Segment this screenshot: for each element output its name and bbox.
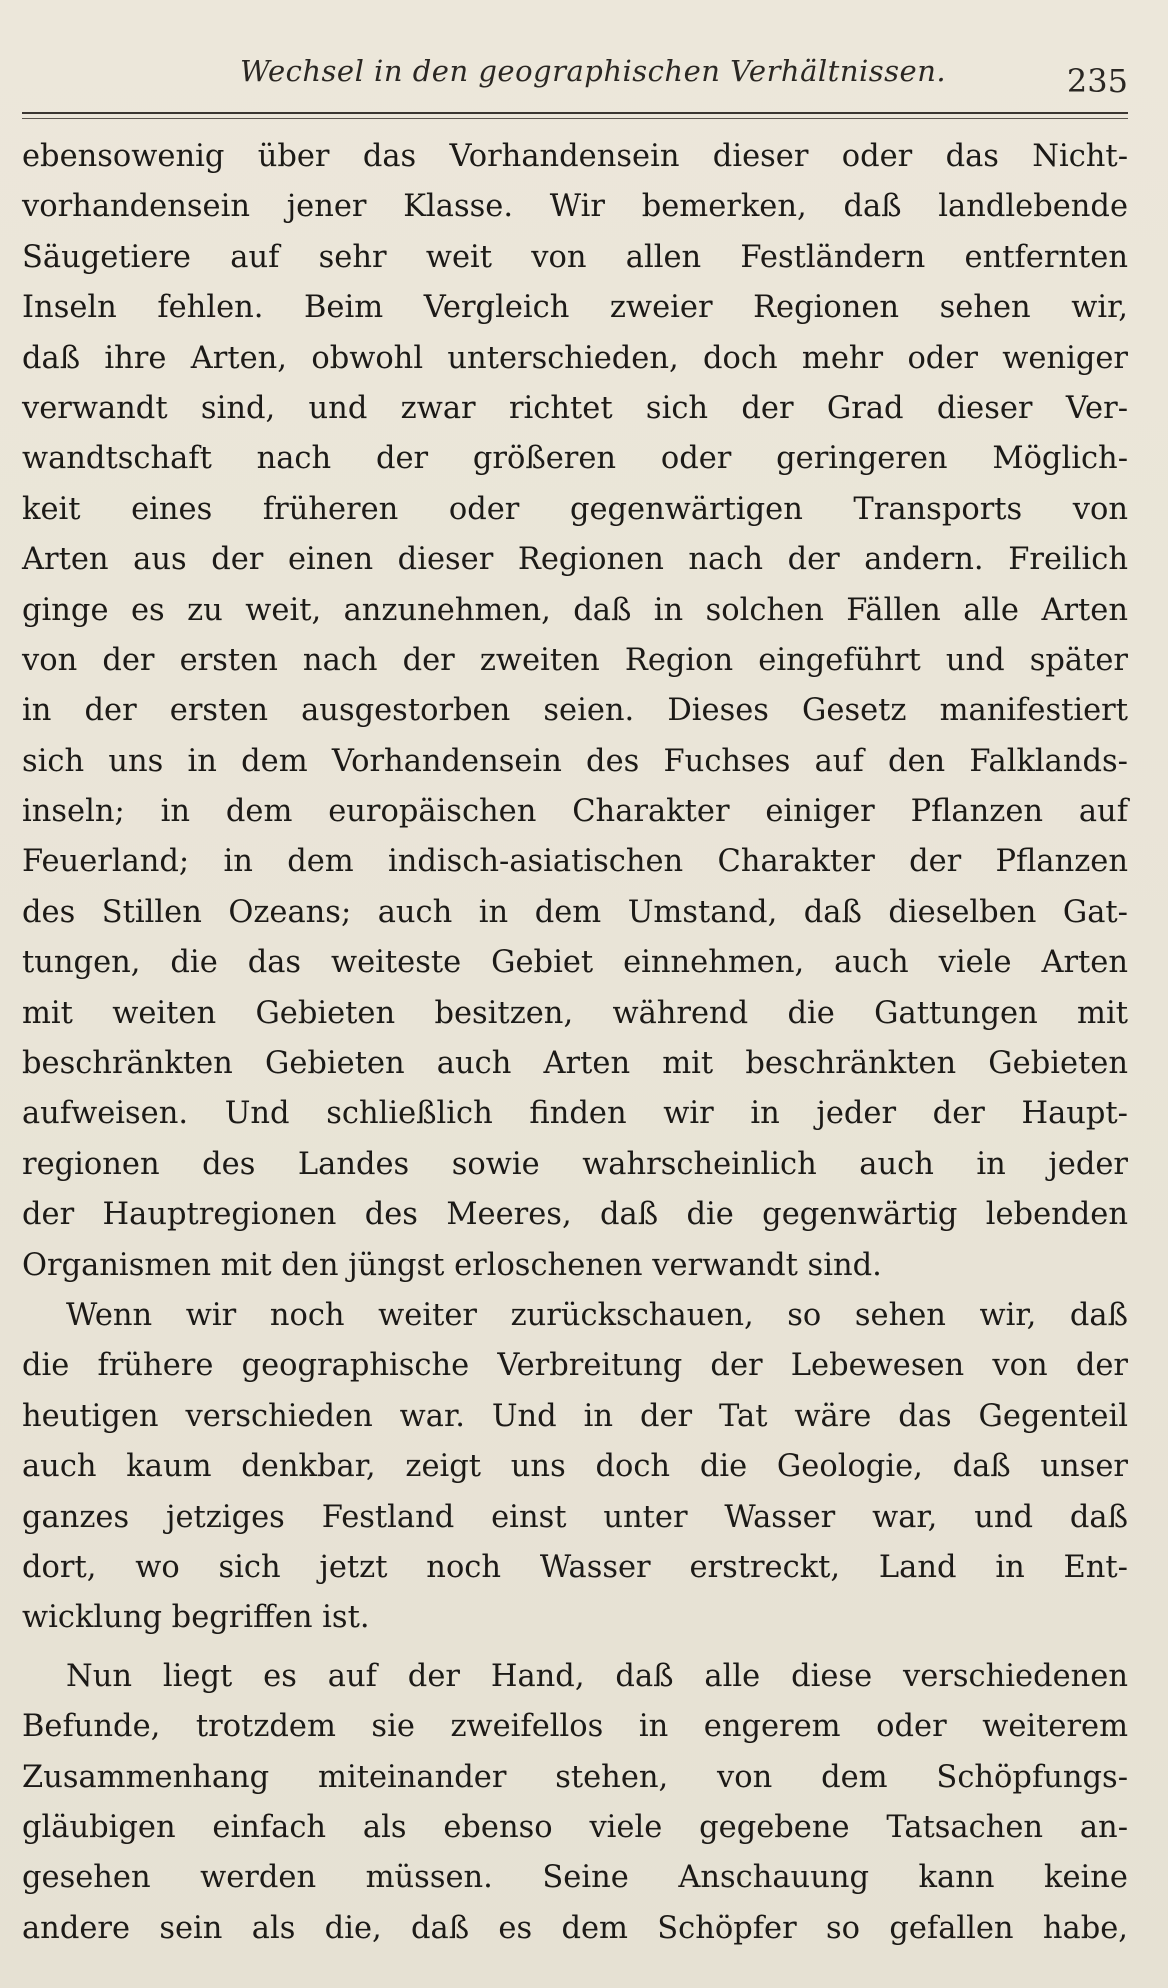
text-line: verwandt sind, und zwar richtet sich der Grad dieser Ver- (22, 390, 1128, 426)
text-line: ganzes jetziges Festland einst unter Wasser war, und daß (22, 1499, 1128, 1535)
text-line: keit eines früheren oder gegenwärtigen Transports von (22, 491, 1128, 527)
text-line: ebensowenig über das Vorhandensein dieser oder das Nicht- (22, 139, 1128, 174)
header-rule-thick (22, 112, 1128, 114)
text-line: Feuerland; in dem indisch-asiatischen Charakter der Pflanzen (22, 844, 1128, 880)
text-line: die frühere geographische Verbreitung der Lebewesen von der (22, 1348, 1128, 1384)
running-head (0, 48, 1168, 98)
text-line: Befunde, trotzdem sie zweifellos in engerem oder weiterem (22, 1709, 1128, 1745)
text-line: wicklung begriffen ist. (22, 1600, 370, 1636)
text-line: von der ersten nach der zweiten Region eingeführt und später (22, 642, 1128, 678)
text-line: dort, wo sich jetzt noch Wasser erstreckt, Land in Ent- (22, 1549, 1128, 1585)
text-line: Nun liegt es auf der Hand, daß alle diese verschiedenen (66, 1658, 1128, 1694)
text-line: Inseln fehlen. Beim Vergleich zweier Regionen sehen wir, (22, 290, 1128, 326)
text-line: mit weiten Gebieten besitzen, während die Gattungen mit (22, 995, 1128, 1031)
text-line: beschränkten Gebieten auch Arten mit beschränkten Gebieten (22, 1046, 1128, 1082)
text-line: vorhandensein jener Klasse. Wir bemerken, daß landlebende (22, 189, 1128, 225)
text-line: Zusammenhang miteinander stehen, von dem Schöpfungs- (22, 1759, 1128, 1795)
paragraph (22, 1291, 1128, 1644)
text-line: andere sein als die, daß es dem Schöpfer so gefallen habe, (22, 1910, 1128, 1946)
text-line: gesehen werden müssen. Seine Anschauung kann keine (22, 1860, 1128, 1896)
text-line: auch kaum denkbar, zeigt uns doch die Geologie, daß unser (22, 1449, 1128, 1485)
header-rule-thin (22, 118, 1128, 119)
text-line: gläubigen einfach als ebenso viele gegebene Tatsachen an- (22, 1809, 1128, 1845)
body-text (22, 132, 1128, 1954)
paragraph (22, 132, 1128, 1291)
running-head-title: Wechsel in den geographischen Verhältnissen. (240, 54, 947, 88)
text-line: daß ihre Arten, obwohl unterschieden, doch mehr oder weniger (22, 340, 1128, 376)
text-line: regionen des Landes sowie wahrscheinlich auch in jeder (22, 1146, 1128, 1182)
text-line: heutigen verschieden war. Und in der Tat wäre das Gegenteil (22, 1398, 1128, 1434)
text-line: wandtschaft nach der größeren oder geringeren Möglich- (22, 441, 1128, 477)
text-line: inseln; in dem europäischen Charakter einiger Pflanzen auf (22, 794, 1128, 830)
paragraph-gap (22, 1644, 1128, 1652)
text-line: Wenn wir noch weiter zurückschauen, so sehen wir, daß (66, 1297, 1128, 1333)
text-line: Säugetiere auf sehr weit von allen Festländern entfernten (22, 239, 1128, 275)
page-number: 235 (1066, 62, 1128, 100)
text-line: Arten aus der einen dieser Regionen nach der andern. Freilich (22, 542, 1128, 578)
text-line: in der ersten ausgestorben seien. Dieses Gesetz manifestiert (22, 693, 1128, 729)
paragraph (22, 1652, 1128, 1954)
text-line: sich uns in dem Vorhandensein des Fuchses auf den Falklands- (22, 743, 1128, 779)
text-line: ginge es zu weit, anzunehmen, daß in solchen Fällen alle Arten (22, 592, 1128, 628)
text-line: Organismen mit den jüngst erloschenen verwandt sind. (22, 1247, 882, 1283)
text-line: aufweisen. Und schließlich finden wir in jeder der Haupt- (22, 1096, 1128, 1132)
text-line: des Stillen Ozeans; auch in dem Umstand, daß dieselben Gat- (22, 894, 1128, 930)
text-line: der Hauptregionen des Meeres, daß die gegenwärtig lebenden (22, 1197, 1128, 1233)
text-line: tungen, die das weiteste Gebiet einnehmen, auch viele Arten (22, 945, 1128, 981)
